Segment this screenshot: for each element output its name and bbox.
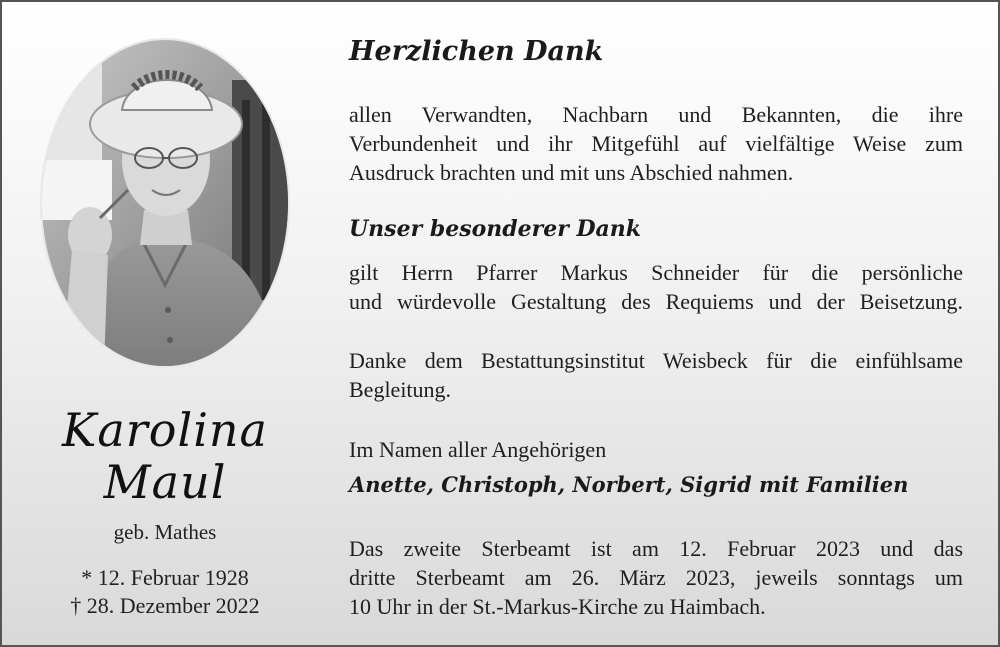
thanks-line: allen Verwandten, Nachbarn und Bekannten, die ihre <box>349 102 963 127</box>
deceased-last-name: Maul <box>103 455 227 509</box>
mass-line: Das zweite Sterbeamt ist am 12. Februar 2023 und das <box>349 536 963 561</box>
birth-date: * 12. Februar 1928 <box>81 565 249 590</box>
signature-intro-line: Im Namen aller Angehörigen <box>349 437 607 462</box>
funeral-home-line: Begleitung. <box>349 377 452 402</box>
death-date: † 28. Dezember 2022 <box>70 593 260 618</box>
funeral-home-paragraph <box>349 346 963 404</box>
special-thanks-line: gilt Herrn Pfarrer Markus Schneider für die persönliche <box>349 260 963 285</box>
signature-families: Anette, Christoph, Norbert, Sigrid mit Familien <box>349 472 909 497</box>
mass-line: 10 Uhr in der St.-Markus-Kirche zu Haimbach. <box>349 594 766 619</box>
special-thanks-paragraph <box>349 258 963 316</box>
thanks-line: Verbundenheit und ihr Mitgefühl auf vielfältige Weise zum <box>349 131 963 156</box>
portrait-photo <box>42 40 288 366</box>
portrait-image <box>42 40 288 366</box>
special-thanks-line: und würdevolle Gestaltung des Requiems und der Beisetzung. <box>349 289 963 314</box>
funeral-home-line: Danke dem Bestattungsinstitut Weisbeck für die einfühlsame <box>349 348 963 373</box>
mass-paragraph <box>349 534 963 621</box>
mass-line: dritte Sterbeamt am 26. März 2023, jeweils sonntags um <box>349 565 963 590</box>
deceased-first-name: Karolina <box>62 403 268 457</box>
born-name: geb. Mathes <box>113 520 217 544</box>
thanks-paragraph <box>349 100 963 187</box>
thanks-line: Ausdruck brachten und mit uns Abschied nahmen. <box>349 160 794 185</box>
special-thanks-heading: Unser besonderer Dank <box>349 216 642 242</box>
thanks-heading: Herzlichen Dank <box>349 36 604 67</box>
signature-intro <box>349 435 963 464</box>
